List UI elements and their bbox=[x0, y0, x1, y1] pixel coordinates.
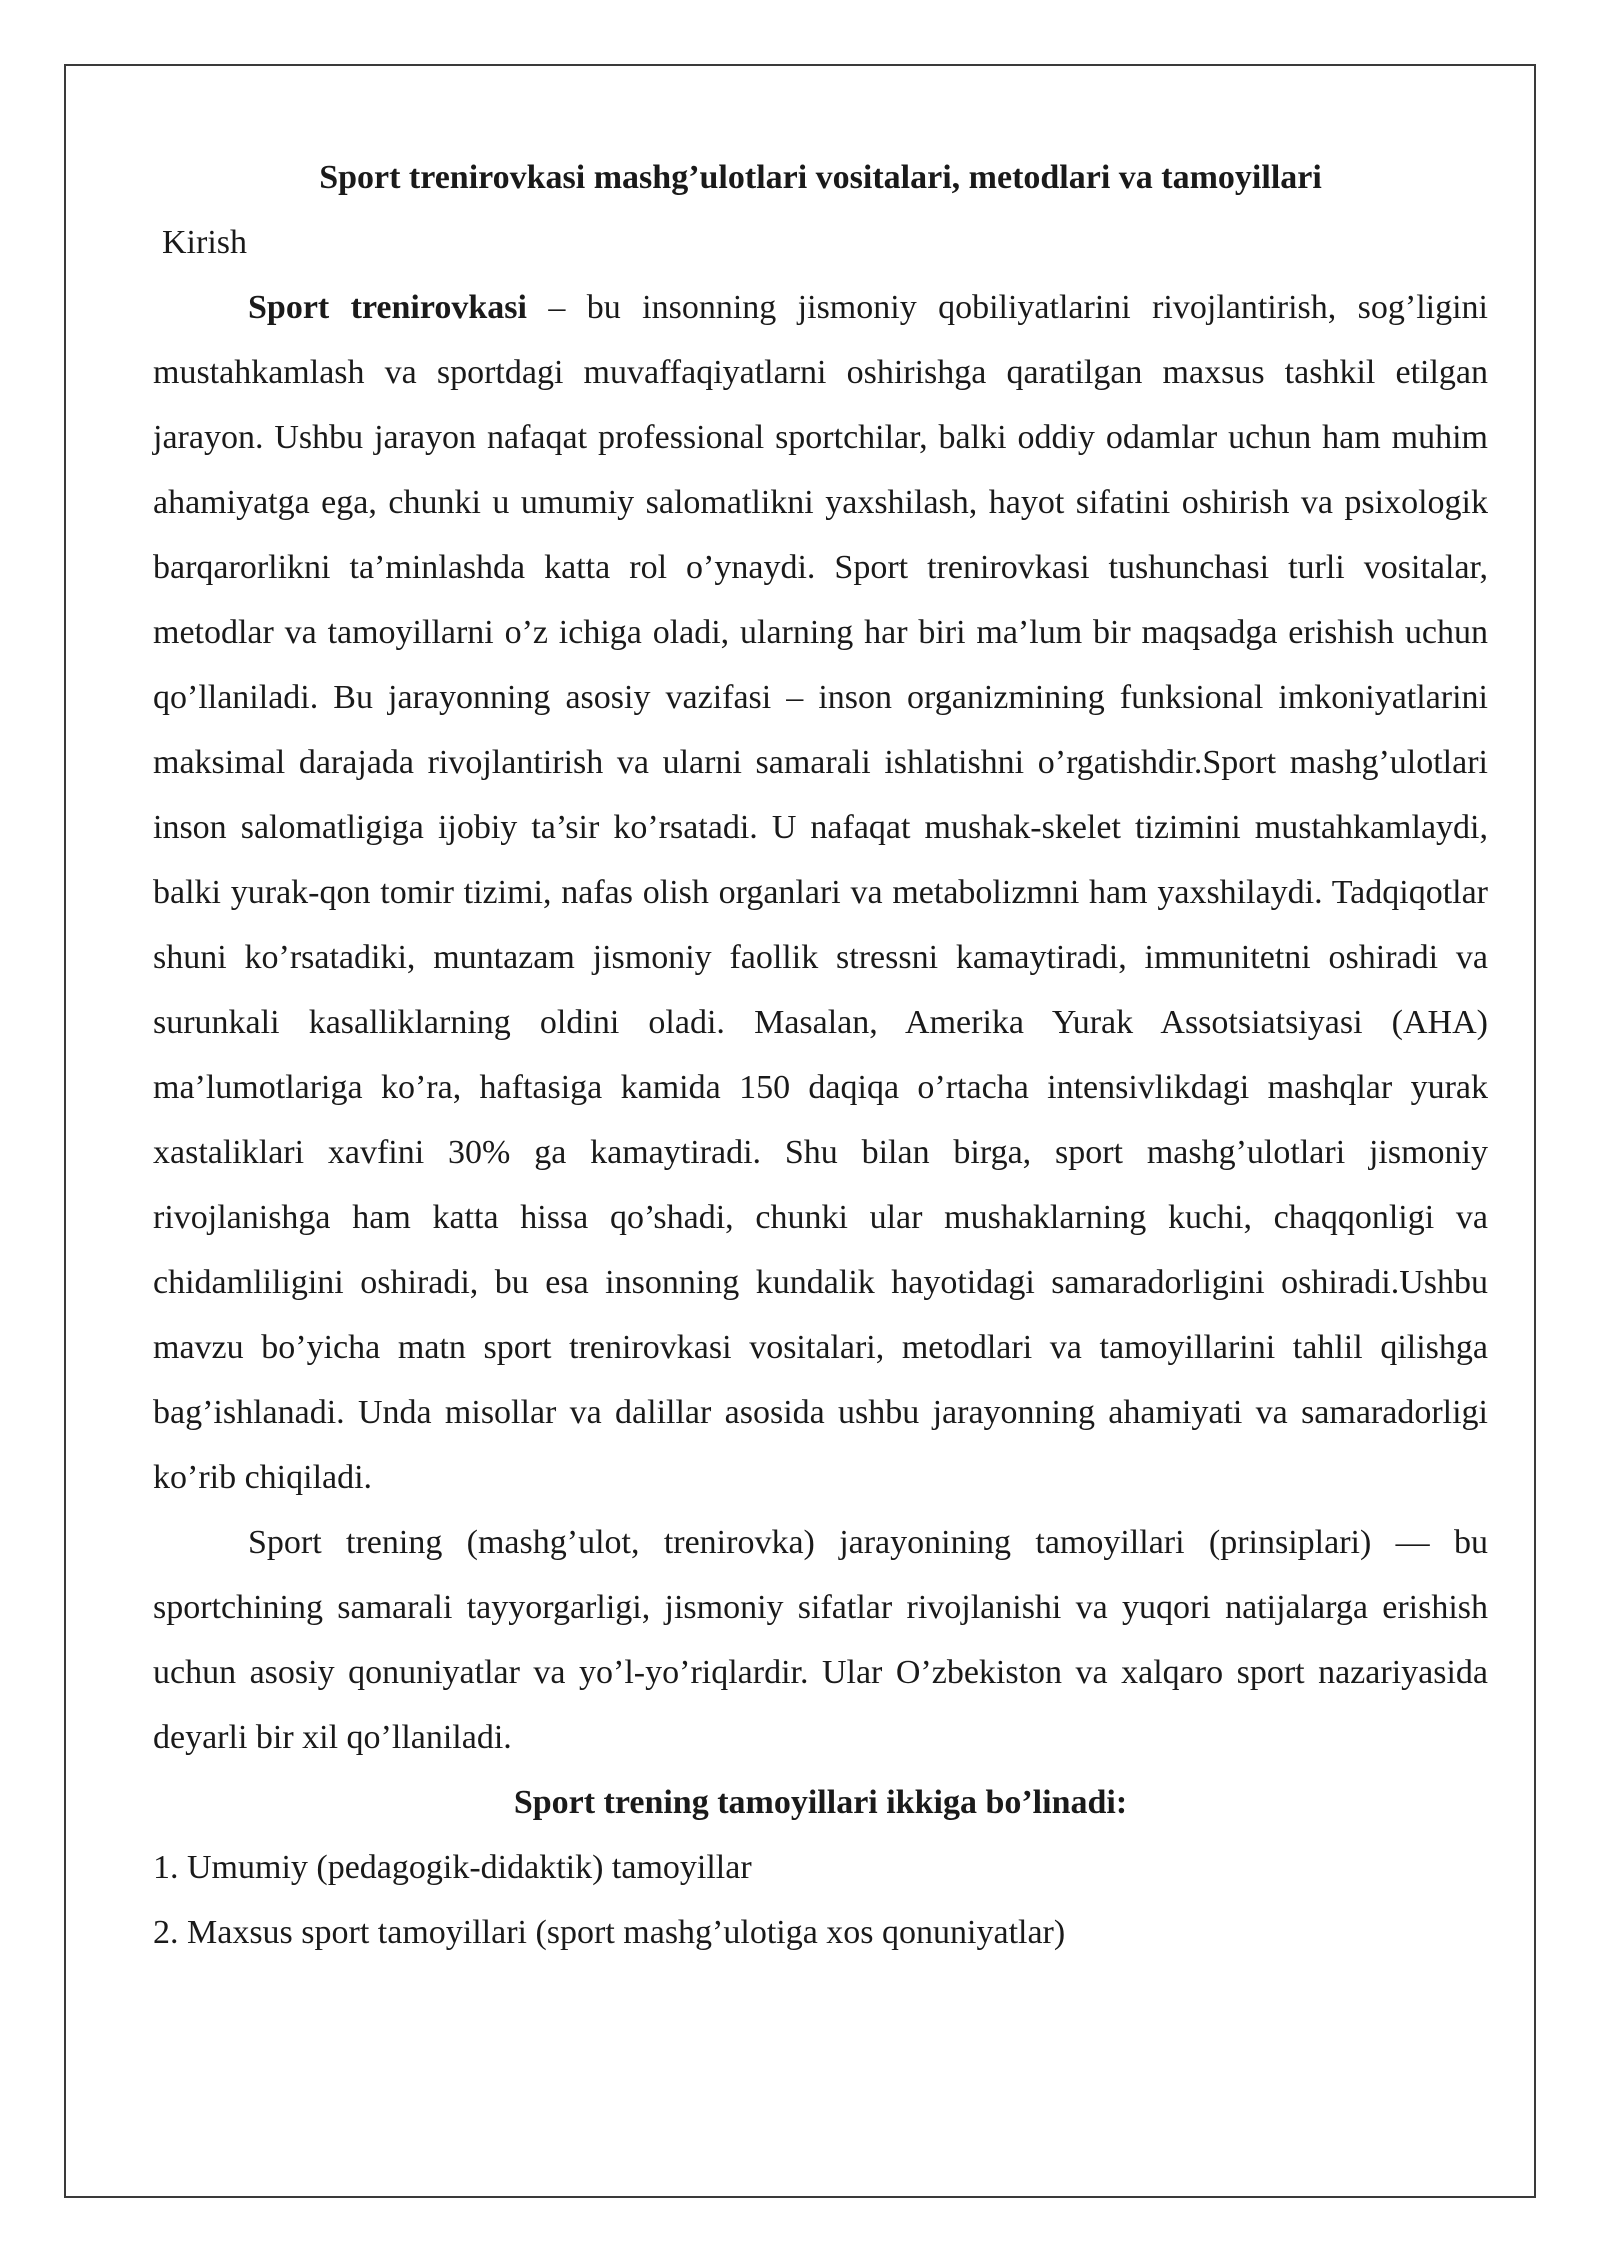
document-body bbox=[153, 145, 1488, 1965]
paragraph-intro bbox=[153, 275, 1488, 1510]
intro-heading: Kirish bbox=[162, 224, 247, 261]
paragraph-intro-text: – bu insonning jismoniy qobiliyatlarini rivojlantirish, sog’ligini mustahkamlash va sportdagi muvaffaqiyatlarni oshirishga qaratilgan maxsus tashkil etilgan jarayon. Ushbu jarayon nafaqat professional sportchilar, balki oddiy odamlar uchun ham muhim ahamiyatga ega, chunki u umumiy salomatlikni yaxshilash, hayot sifatini oshirish va psixologik barqarorlikni ta’minlashda katta rol o’ynaydi. Sport trenirovkasi tushunchasi turli vositalar, metodlar va tamoyillarni o’z ichiga oladi, ularning har biri ma’lum bir maqsadga erishish uchun qo’llaniladi. Bu jarayonning asosiy vazifasi – inson organizmining funksional imkoniyatlarini maksimal darajada rivojlantirish va ularni samarali ishlatishni o’rgatishdir.Sport mashg’ulotlari inson salomatligiga ijobiy ta’sir ko’rsatadi. U nafaqat mushak-skelet tizimini mustahkamlaydi, balki yurak-qon tomir tizimi, nafas olish organlari va metabolizmni ham yaxshilaydi. Tadqiqotlar shuni ko’rsatadiki, muntazam jismoniy faollik stressni kamaytiradi, immunitetni oshiradi va surunkali kasalliklarning oldini oladi. Masalan, Amerika Yurak Assotsiatsiyasi (AHA) ma’lumotlariga ko’ra, haftasiga kamida 150 daqiqa o’rtacha intensivlikdagi mashqlar yurak xastaliklari xavfini 30% ga kamaytiradi. Shu bilan birga, sport mashg’ulotlari jismoniy rivojlanishga ham katta hissa qo’shadi, chunki ular mushaklarning kuchi, chaqqonligi va chidamliligini oshiradi, bu esa insonning kundalik hayotidagi samaradorligini oshiradi.Ushbu mavzu bo’yicha matn sport trenirovkasi vositalari, metodlari va tamoyillarini tahlil qilishga bag’ishlanadi. Unda misollar va dalillar asosida ushbu jarayonning ahamiyati va samaradorligi ko’rib chiqiladi. bbox=[153, 289, 1488, 1496]
section-subtitle: Sport trening tamoyillari ikkiga bo’linadi: bbox=[513, 1784, 1128, 1821]
document-title: Sport trenirovkasi mashg’ulotlari vositalari, metodlari va tamoyillari bbox=[319, 159, 1322, 196]
bold-term: Sport trenirovkasi bbox=[248, 289, 527, 326]
paragraph-principles: Sport trening (mashg’ulot, trenirovka) jarayonining tamoyillari (prinsiplari) — bu sportchining samarali tayyorgarligi, jismoniy sifatlar rivojlanishi va yuqori natijalarga erishish uchun asosiy qonuniyatlar va yo’l-yo’riqlardir. Ular O’zbekiston va xalqaro sport nazariyasida deyarli bir xil qo’llaniladi. bbox=[153, 1524, 1488, 1756]
list-item: 2. Maxsus sport tamoyillari (sport mashg’ulotiga xos qonuniyatlar) bbox=[153, 1914, 1066, 1951]
list-item: 1. Umumiy (pedagogik-didaktik) tamoyillar bbox=[153, 1849, 752, 1886]
